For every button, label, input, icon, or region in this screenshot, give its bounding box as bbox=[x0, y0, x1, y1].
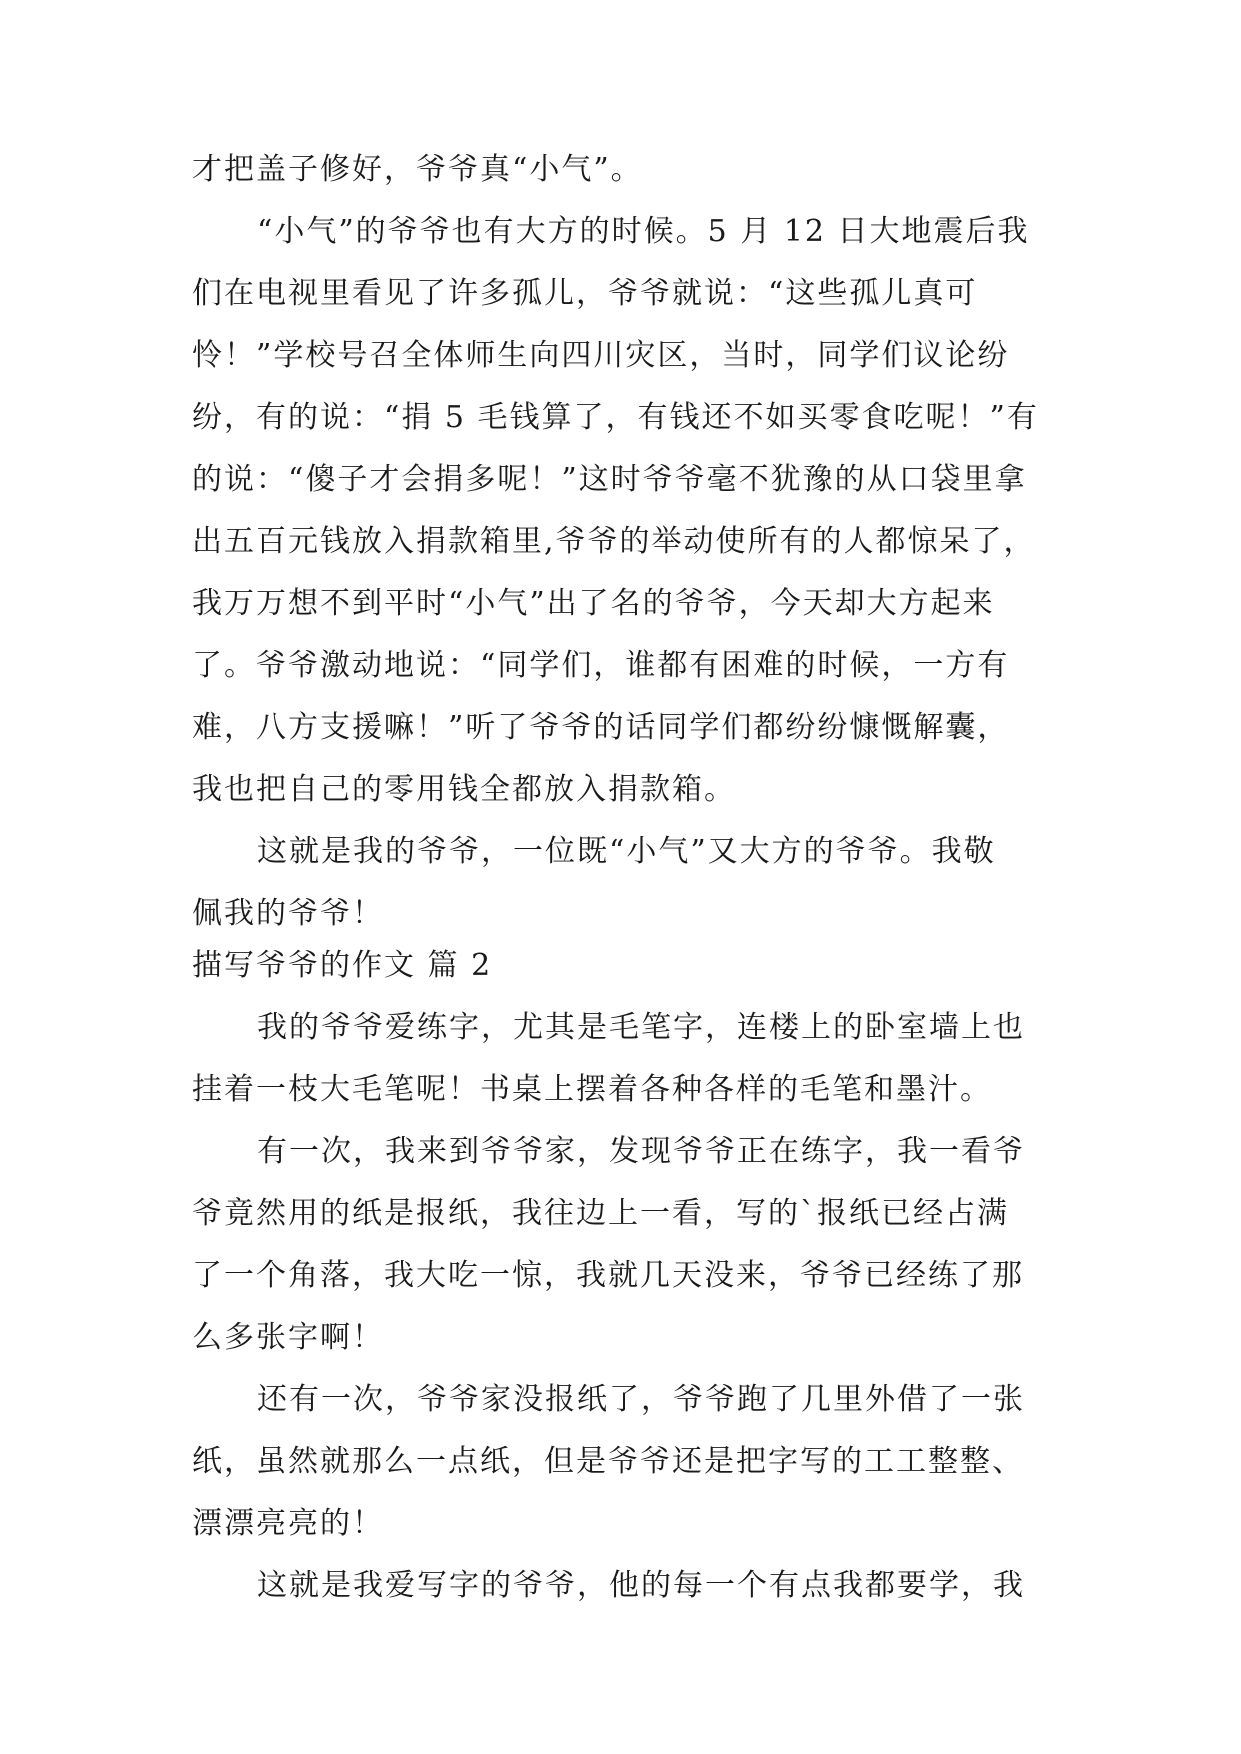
text-line: 我也把自己的零用钱全都放入捐款箱。 bbox=[192, 772, 736, 807]
paragraph-start-line: 有一次，我来到爷爷家，发现爷爷正在练字，我一看爷 bbox=[257, 1134, 1025, 1169]
text-line: 佩我的爷爷！ bbox=[192, 896, 384, 931]
section-heading: 描写爷爷的作文 篇 2 bbox=[192, 948, 493, 983]
paragraph-start-line: 这就是我的爷爷，一位既“小气”又大方的爷爷。我敬 bbox=[257, 834, 996, 869]
paragraph-start-line: 这就是我爱写字的爷爷，他的每一个有点我都要学，我 bbox=[257, 1568, 1025, 1603]
text-line: 漂漂亮亮的！ bbox=[192, 1506, 384, 1541]
text-line: 纷，有的说：“捐 5 毛钱算了，有钱还不如买零食吃呢！”有 bbox=[192, 400, 1039, 435]
text-line: 才把盖子修好，爷爷真“小气”。 bbox=[192, 152, 643, 187]
text-line: 了。爷爷激动地说：“同学们，谁都有困难的时候，一方有 bbox=[192, 648, 1010, 683]
text-line: 难，八方支援嘛！”听了爷爷的话同学们都纷纷慷慨解囊， bbox=[192, 710, 1010, 745]
paragraph-start-line: 还有一次，爷爷家没报纸了，爷爷跑了几里外借了一张 bbox=[257, 1382, 1025, 1417]
text-line: 挂着一枝大毛笔呢！书桌上摆着各种各样的毛笔和墨汁。 bbox=[192, 1072, 992, 1107]
paragraph-start-line: 我的爷爷爱练字，尤其是毛笔字，连楼上的卧室墙上也 bbox=[257, 1010, 1025, 1045]
text-line: 出五百元钱放入捐款箱里,爷爷的举动使所有的人都惊呆了， bbox=[192, 524, 1036, 559]
text-line: 我万万想不到平时“小气”出了名的爷爷，今天却大方起来 bbox=[192, 586, 995, 621]
text-line: 么多张字啊！ bbox=[192, 1320, 384, 1355]
text-line: 的说：“傻子才会捐多呢！”这时爷爷毫不犹豫的从口袋里拿 bbox=[192, 462, 1027, 497]
text-line: 怜！”学校号召全体师生向四川灾区，当时，同学们议论纷 bbox=[192, 338, 1010, 373]
text-line: 纸，虽然就那么一点纸，但是爷爷还是把字写的工工整整、 bbox=[192, 1444, 1024, 1479]
paragraph-start-line: “小气”的爷爷也有大方的时候。5 月 12 日大地震后我 bbox=[257, 214, 1030, 249]
text-line: 了一个角落，我大吃一惊，我就几天没来，爷爷已经练了那 bbox=[192, 1258, 1024, 1293]
text-line: 们在电视里看见了许多孤儿，爷爷就说：“这些孤儿真可 bbox=[192, 276, 978, 311]
text-line: 爷竟然用的纸是报纸，我往边上一看，写的`报纸已经占满 bbox=[192, 1196, 1009, 1231]
